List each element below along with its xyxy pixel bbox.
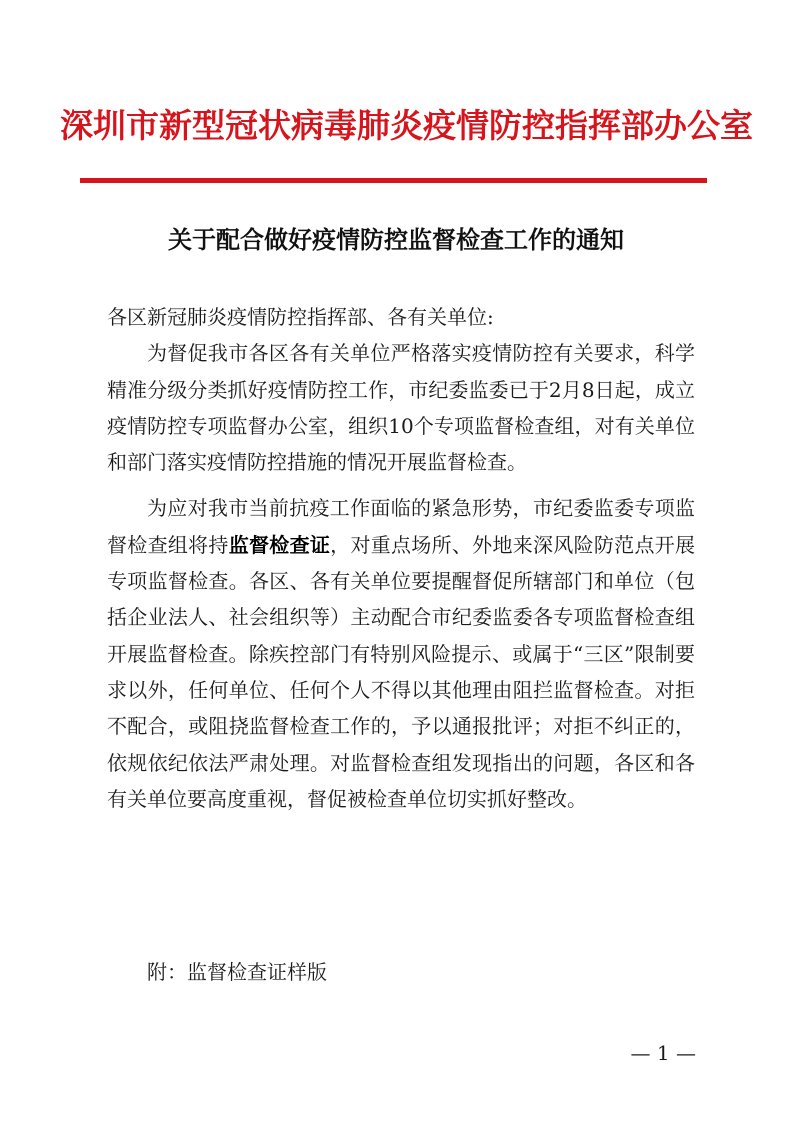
paragraph-2-end: ，对重点场所、外地来深风险防范点开展专项监督检查。各区、各有关单位要提醒督促所辖部门和单位（包括企业法人、社会组织等）主动配合市纪委监委各专项监督检查组开展监督检查。除疾控部门有特别风险提示、或属于“三区”限制要求以外，任何单位、任何个人不得以其他理由阻拦监督检查。对拒不配合，或阻挠监督检查工作的，予以通报批评；对拒不纠正的，依规依纪依法严肃处理。对监督检查组发现指出的问题，各区和各有关单位要高度重视，督促被检查单位切实抓好整改。 xyxy=(107,532,696,811)
document-body xyxy=(107,299,695,817)
paragraph-2-start: 为应对我市当前抗疫工作面临的紧急形势，市纪委监委专项监督检查组将持 xyxy=(107,496,695,557)
issuer-masthead: 深圳市新型冠状病毒肺炎疫情防控指挥部办公室 xyxy=(60,106,753,145)
paragraph-2 xyxy=(107,490,695,817)
red-divider-rule xyxy=(80,178,707,183)
document-title: 关于配合做好疫情防控监督检查工作的通知 xyxy=(168,225,624,254)
paragraph-1: 为督促我市各区各有关单位严格落实疫情防控有关要求，科学精准分级分类抓好疫情防控工作，市纪委监委已于2月8日起，成立疫情防控专项监督办公室，组织10个专项监督检查组，对有关单位和部门落实疫情防控措施的情况开展监督检查。 xyxy=(107,341,695,475)
salutation: 各区新冠肺炎疫情防控指挥部、各有关单位: xyxy=(107,305,494,329)
page-number: — 1 — xyxy=(630,1041,696,1065)
inspection-certificate-highlight: 监督检查证 xyxy=(228,532,331,557)
attachment-note: 附：监督检查证样版 xyxy=(147,960,327,984)
